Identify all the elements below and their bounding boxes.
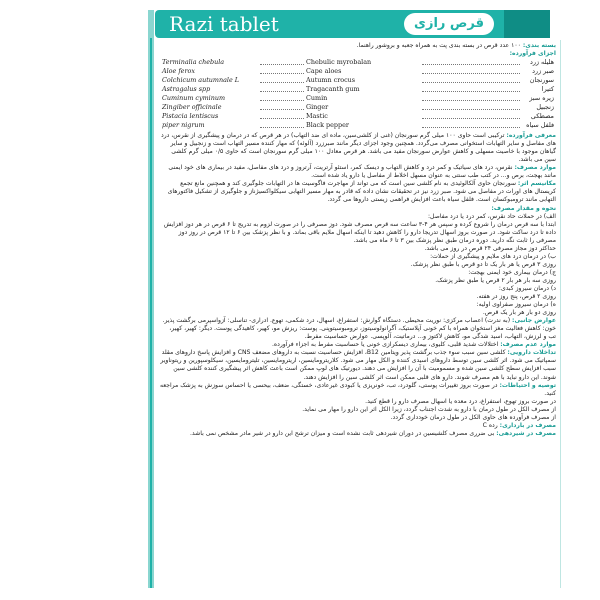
ingredient-row [160,94,556,102]
ingredient-persian: سورنجان [529,76,554,85]
ingredient-persian: صبر زرد [532,67,554,76]
warning-line: در صورت بروز تهوع، استفراغ، درد معده یا اسهال مصرف دارو را قطع کنید. [365,397,556,405]
intro-section [160,132,556,164]
title-english: Razi tablet [169,12,279,36]
ingredient-row [160,76,556,84]
usage-text: نقرس، درد های سیاتیک و کمر درد و کاهش التهاب و دیسک کمر، استئو آرتریت، آرتروز و درد های مفاصل، مفید در بیماری های خود ایمنی مانند بهجت، برص و... در کتب طب سنتی به عنوان مسهل اخلاط از مفاصل یا دارو یاد شده است. [168,164,556,180]
ingredient-latin: Pistacia lentiscus [162,112,219,121]
header-bar [155,10,550,38]
title-persian: قرص رازی [404,13,494,35]
pregnancy-section [160,422,556,430]
ingredient-row [160,67,556,75]
ingredient-persian: زیره سبز [529,94,554,103]
ingredient-english: Autumn crocus [306,76,356,85]
usage-section [160,164,556,180]
ingredient-latin: Aloe ferox [162,67,195,76]
dosage-line: روزی ۳ قرص یا هر بار یک تا دو قرص با طبق نظر پزشک. [410,260,556,268]
side-effects-text: (به ندرت) اعصاب مرکزی: نوریت محیطی. دستگاه گوارش: استفراغ، اسهال، درد شکمی، تهوع. ادراری- تناسلی: آزواسپرمی برگشت پذیر. خون: کاهش فعالیت مغز استخوان همراه با کم خونی آپلاستیک، آگرانولوسیتوز، ترومبوسیتوپنی. پوست: ریزش مو، کهیر، کاهیدگی پوست. دیگر: کهیر، کهیر، تب و لرزش، التهاب، اسید شدگی مو، کاهش لاکتوز و... درماتیت، آلوپسی. عوارض حساسیت مفرط. [162,317,556,341]
dosage-line: روزی ۲ قرص، پنج روز در هفته. [476,293,556,301]
dosage-intro: الف) در حملات حاد نقرس، کمر درد یا درد مفاصل: [428,212,556,220]
packaging-label: بسته بندی: [522,42,556,49]
header-tab [504,10,550,38]
intro-label: معرفی فرآورده: [506,132,556,140]
ingredient-english: Cape aloes [306,67,342,76]
ingredient-row [160,85,556,93]
ingredient-latin: Zingiber officinale [162,103,222,112]
interactions-label: تداخلات دارویی: [507,349,556,357]
contraindications-label: موارد عدم مصرف: [500,341,556,349]
ingredient-english: Cumin [306,94,328,103]
intro-text: ترکیبی است حاوی ۱۰۰ میلی گرم سورنجان (غنی از کلشی‌سین، ماده ای ضد التهاب) در هر قرص که در درمان و پیشگیری از نقرس، درد های مفاصل و سایر التهابات استخوانی مصرف می‌گردد. همچنین وجود اجزای دیگر مانند صبرزرد (آلوئه) که مهار کننده مسیر التهاب است و زنجبیل و سایر گیاهان موجود با خاصیت مسهلی و کاهش عوارض سورنجان مفید می باشد. هر قرص معادل ۱۰۰ میلی گرم سورنجان است که حاوی ۰/۵ میلی گرم کلشی سین می باشد. [161,132,556,164]
right-rule [560,40,561,588]
ingredient-row [160,121,556,129]
ingredient-row [160,58,556,66]
ingredient-latin: piper nigrum [162,121,205,130]
ingredient-english: Black pepper [306,121,349,130]
mechanism-text: سورنجان حاوی آلکالوئیدی به نام کلشی سین است که می تواند از مهاجرت فاگوسیت ها در التهابات جلوگیری کند و همچنین مانع تجمع کریستال های اورات در مفاصل می شود. صبر زرد نیز در تحقیقات نشان داده که قادر به مهار مسیر التهابی سیکلواکسیژناز و جلوگیری از تشکیل فاکتورهای التهابی مانند ترومبوکسان است. فلفل سیاه باعث افزایش فراهمی زیستی داروها می گردد. [167,180,556,204]
dosage-line: ج) درمان بیماری خود ایمنی بهجت: [468,268,556,276]
ingredient-persian: مصطکی [530,112,554,121]
pregnancy-value: رده C [482,421,498,429]
usage-label: موارد مصرف: [514,164,556,172]
ingredients-label: اجزای فرآورده: [509,50,556,58]
ingredient-english: Chebulic myrobalan [306,58,372,67]
packaging-text: ۱۰۰ عدد قرص در بسته بندی پت به همراه جعبه و بروشور راهنما. [356,42,521,49]
interactions-section [160,349,556,381]
dosage-label: نحوه و مقدار مصرف: [491,204,556,212]
dosage-section [160,205,556,318]
dosage-line: روزی دو بار هر بار یک قرص. [482,309,556,317]
mechanism-section [160,180,556,204]
dosage-line: د) درمان سیروز کبدی: [498,284,556,292]
lactation-text: بی ضرری مصرف کلشیسین در دوران شیردهی ثابت نشده است و میزان ترشح این دارو در شیر مادر مشخص نمی باشد. [189,429,495,437]
pregnancy-label: مصرف در بارداری: [499,421,556,429]
warning-line: در صورت بروز تغییرات پوستی، گلودرد، تب، خونریزی یا کبودی غیرعادی، خستگی، ضعف، بیحسی یا احساس سوزش به پزشک مراجعه کنید. [160,381,556,397]
ingredient-english: Ginger [306,103,329,112]
interactions-text: کلشی سین سبب سوء جذب برگشت پذیر ویتامین B12، افزایش حساسیت نسبت به داروهای مضعف CNS و افزایش پاسخ داروهای مقلد سمپاتیک می شود. اثر کلشی سین توسط داروهای اسیدی کننده و الکل مهار می شود. کلاریترومایسین، اریترومایسین، تلیترومایسین، سیکلوسپورین و ریتوناویر سبب افزایش سطح کلشی سین شده و مسمومیت با آن را افزایش می دهند. دیورتیک های لوپ ممکن است باعث کاهش اثر پیشگیری کننده کلشی سین شوند. این دارو نباید با هم مصرف شوند. دارو های قلبی ممکن است اثر کلشی سین را افزایش دهند. [160,349,556,381]
side-effects-section [160,317,556,341]
warning-line: از مصرف فرآورده های حاوی الکل در طول درمان خودداری گردد. [390,413,556,421]
warnings-label: توصیه و احتیاطات: [499,381,556,389]
ingredients-table [160,58,556,132]
dosage-max: حداکثر دوز مجاز مصرفی ۲۴ قرص در روز می باشد. [424,244,556,252]
dosage-paragraph: ابتدا با سه قرص درمان را شروع کرده و سپس هر ۴-۳ ساعت سه قرص مصرف شود. دوز مصرفی را در صورت لزوم به تدریج تا ۶ قرص در هر دوز افزایش داده تا درد ساکت شود. در صورت بروز اسهال تدریجا دارو را کاهش دهید تا اینکه اسهال ملایم باقی بماند. و با نظر پزشک بین ۶ تا ۱۲ قرص در روز دوز مصرفی را ثابت نگه دارید. دوره درمان طبق نظر پزشک بین ۳ تا ۶ ماه می باشد. [163,220,556,244]
ingredient-persian: زنجبیل [536,103,554,112]
ingredient-latin: Colchicum autumnale L [162,76,240,85]
ingredient-latin: Cuminum cyminum [162,94,226,103]
dosage-line: روزی سه بار هر بار ۲ قرص یا طبق نظر پزشک. [435,276,556,284]
warning-line: از مصرف الکل در طول درمان با دارو به شدت اجتناب گردد، زیرا الکل اثر این دارو را مهار می نماید. [302,405,556,413]
ingredient-latin: Astragalus spp [162,85,211,94]
dosage-b: ب) در درمان درد های ملایم و پیشگیری از حملات: [430,252,556,260]
ingredient-persian: فلفل سیاه [526,121,554,130]
ingredient-latin: Terminalia chebula [162,58,225,67]
side-effects-label: عوارض جانبی: [512,317,556,325]
ingredient-english: Tragacanth gum [306,85,360,94]
packaging-section [160,42,556,50]
left-accent-line [150,38,152,588]
document-body [160,42,556,594]
mechanism-label: مکانیسم اثر: [517,180,556,188]
ingredient-row [160,103,556,111]
ingredient-persian: هلیله زرد [529,58,554,67]
lactation-label: مصرف در شیردهی: [496,429,556,437]
contraindications-text: اختلالات شدید قلبی، کلیوی، بیماری دیسکرازی خونی یا حساسیت مفرط به اجزاء فرآورده. [271,341,499,349]
lactation-section [160,430,556,438]
ingredient-english: Mastic [306,112,328,121]
ingredient-persian: کتیرا [541,85,554,94]
warnings-section [160,382,556,422]
dosage-line: ه) درمان سیروز صفراوی اولیه: [476,301,556,309]
ingredient-row [160,112,556,120]
